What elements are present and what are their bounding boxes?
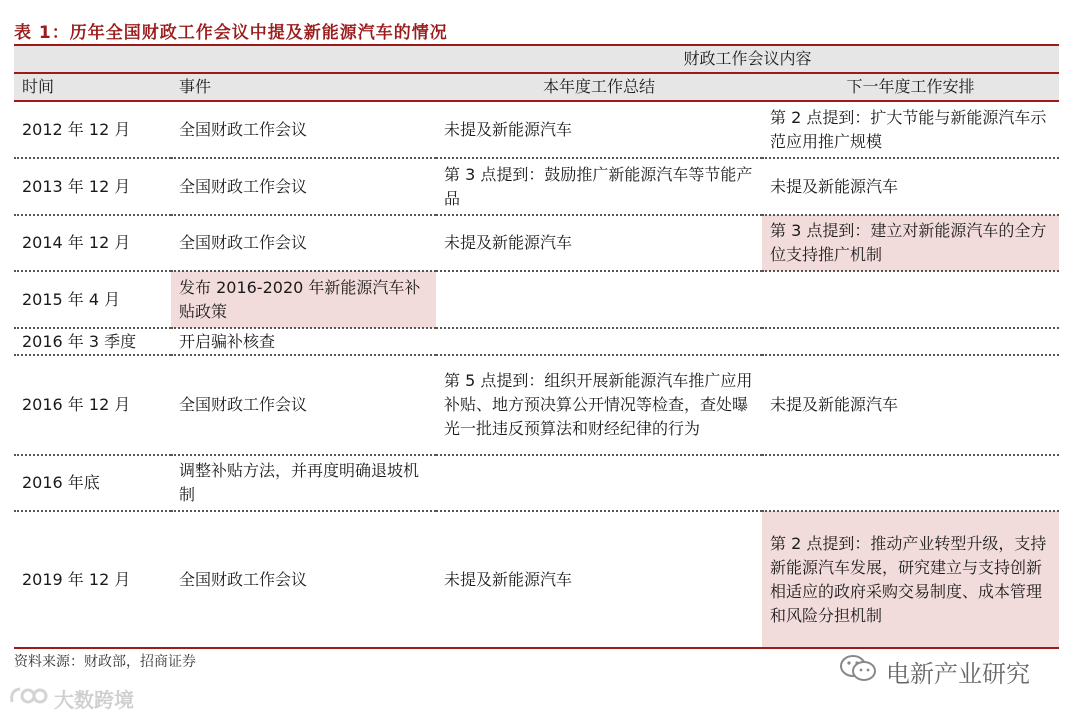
watermark-brand xyxy=(8,683,134,713)
cell-event: 全国财政工作会议 xyxy=(171,101,436,158)
table-row xyxy=(14,455,1059,511)
table-row xyxy=(14,215,1059,271)
cell-event: 全国财政工作会议 xyxy=(171,158,436,215)
cell-time: 2013 年 12 月 xyxy=(14,158,171,215)
cell-next-highlighted: 第 2 点提到：推动产业转型升级，支持新能源汽车发展，研究建立与支持创新相适应的政府采购交易制度、成本管理和风险分担机制 xyxy=(762,511,1059,648)
cell-next-highlighted: 第 3 点提到：建立对新能源汽车的全方位支持推广机制 xyxy=(762,215,1059,271)
table-row xyxy=(14,158,1059,215)
cell-event: 全国财政工作会议 xyxy=(171,511,436,648)
cell-event: 全国财政工作会议 xyxy=(171,355,436,455)
cell-time: 2015 年 4 月 xyxy=(14,271,171,328)
cell-time: 2016 年 12 月 xyxy=(14,355,171,455)
header-summary: 本年度工作总结 xyxy=(436,73,762,101)
cell-time: 2016 年底 xyxy=(14,455,171,511)
cell-next xyxy=(762,328,1059,355)
table-row xyxy=(14,511,1059,648)
header-time: 时间 xyxy=(14,73,171,101)
cell-event: 调整补贴方法，并再度明确退坡机制 xyxy=(171,455,436,511)
header-group-row xyxy=(14,45,1059,73)
header-event: 事件 xyxy=(171,73,436,101)
cell-time: 2016 年 3 季度 xyxy=(14,328,171,355)
watermark-left-text: 大数跨境 xyxy=(54,687,134,712)
cell-next: 未提及新能源汽车 xyxy=(762,158,1059,215)
cell-summary: 第 3 点提到：鼓励推广新能源汽车等节能产品 xyxy=(436,158,762,215)
header-group: 财政工作会议内容 xyxy=(436,45,1059,73)
watermark-right-text: 电新产业研究 xyxy=(886,659,1030,688)
brand-logo-icon xyxy=(8,684,48,713)
cell-summary: 未提及新能源汽车 xyxy=(436,511,762,648)
table-row xyxy=(14,271,1059,328)
cell-event-highlighted: 发布 2016-2020 年新能源汽车补贴政策 xyxy=(171,271,436,328)
cell-summary: 未提及新能源汽车 xyxy=(436,215,762,271)
cell-event: 全国财政工作会议 xyxy=(171,215,436,271)
cell-next: 未提及新能源汽车 xyxy=(762,355,1059,455)
cell-summary: 未提及新能源汽车 xyxy=(436,101,762,158)
cell-summary xyxy=(436,271,762,328)
header-row xyxy=(14,73,1059,101)
table-row xyxy=(14,101,1059,158)
cell-time: 2014 年 12 月 xyxy=(14,215,171,271)
cell-summary xyxy=(436,455,762,511)
cell-event: 开启骗补核查 xyxy=(171,328,436,355)
cell-time: 2019 年 12 月 xyxy=(14,511,171,648)
header-next: 下一年度工作安排 xyxy=(762,73,1059,101)
source-note: 资料来源：财政部，招商证券 xyxy=(14,654,196,670)
cell-summary: 第 5 点提到：组织开展新能源汽车推广应用补贴、地方预决算公开情况等检查，查处曝光一批违反预算法和财经纪律的行为 xyxy=(436,355,762,455)
cell-next: 第 2 点提到：扩大节能与新能源汽车示范应用推广规模 xyxy=(762,101,1059,158)
table-row xyxy=(14,328,1059,355)
cell-time: 2012 年 12 月 xyxy=(14,101,171,158)
wechat-icon xyxy=(838,653,878,689)
table-title: 表 1：历年全国财政工作会议中提及新能源汽车的情况 xyxy=(14,23,448,43)
cell-next xyxy=(762,455,1059,511)
cell-summary xyxy=(436,328,762,355)
table-row xyxy=(14,355,1059,455)
data-table xyxy=(14,44,1059,649)
watermark-wechat xyxy=(838,654,1030,688)
cell-next xyxy=(762,271,1059,328)
